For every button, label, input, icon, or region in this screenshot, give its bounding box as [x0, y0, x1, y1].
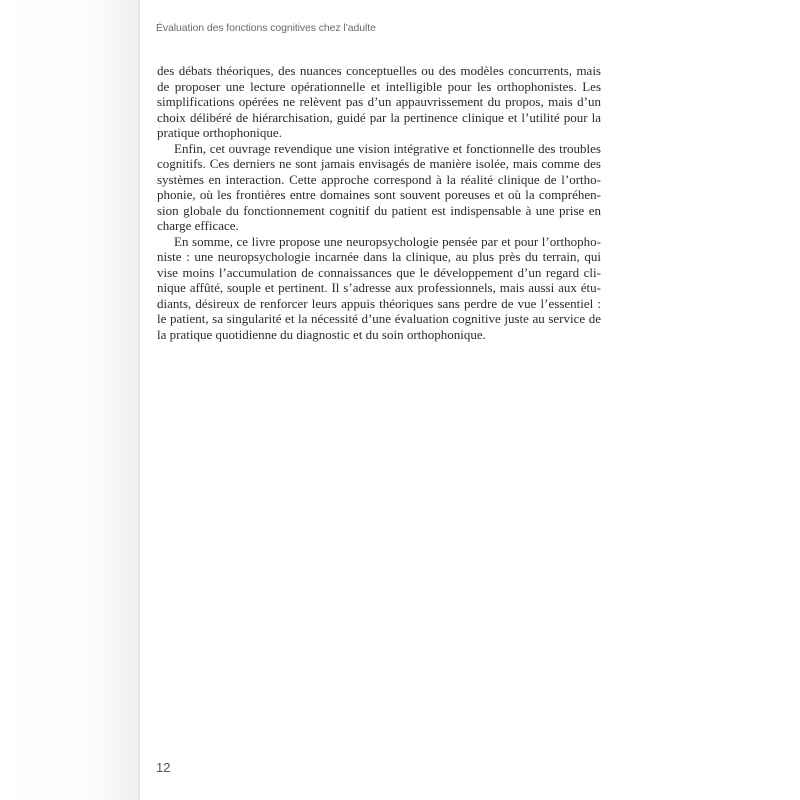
text-line: la pratique quotidienne du diagnostic et du soin orthophonique.	[157, 326, 486, 342]
text-line: Enfin, cet ouvrage revendique une vision intégrative et fonctionnelle des troubles	[174, 140, 601, 156]
text-line: choix délibéré de hiérarchisation, guidé par la pertinence clinique et l’utilité pour la	[157, 109, 601, 125]
text-line: de proposer une lecture opérationnelle et intelligible pour les orthophonistes. Les	[157, 78, 601, 94]
text-line: diants, désireux de renforcer leurs appuis théoriques sans perdre de vue l’essentiel :	[157, 295, 601, 311]
body-text	[157, 63, 601, 342]
paragraph	[157, 234, 601, 343]
paragraph	[157, 141, 601, 234]
text-line: phonie, où les frontières entre domaines sont souvent poreuses et où la compréhen-	[157, 187, 601, 202]
text-line: vise moins l’accumulation de connaissances que le développement d’un regard cli-	[157, 264, 601, 280]
text-line: En somme, ce livre propose une neuropsychologie pensée par et pour l’orthopho-	[174, 233, 601, 249]
text-line: le patient, sa singularité et la nécessité d’une évaluation cognitive juste au service de	[157, 311, 601, 326]
text-line: nique affûté, souple et pertinent. Il s’adresse aux professionnels, mais aussi aux étu-	[157, 280, 601, 295]
page-number: 12	[156, 760, 171, 775]
text-line: sion globale du fonctionnement cognitif du patient est indispensable à une prise en	[157, 202, 601, 218]
text-line: cognitifs. Ces derniers ne sont jamais envisagés de manière isolée, mais comme des	[157, 156, 601, 171]
text-line: niste : une neuropsychologie incarnée dans la clinique, au plus près du terrain, qui	[157, 249, 601, 264]
page-gutter	[0, 0, 140, 800]
text-line: charge efficace.	[157, 218, 239, 233]
running-head: Évaluation des fonctions cognitives chez l’adulte	[156, 22, 376, 34]
book-page	[140, 0, 800, 800]
text-line: systèmes en interaction. Cette approche correspond à la réalité clinique de l’ortho-	[157, 171, 601, 187]
text-line: simplifications opérées ne relèvent pas d’un appauvrissement du propos, mais d’un	[157, 94, 601, 109]
text-line: des débats théoriques, des nuances conceptuelles ou des modèles concurrents, mais	[157, 63, 601, 78]
text-line: pratique orthophonique.	[157, 125, 282, 140]
paragraph	[157, 63, 601, 141]
